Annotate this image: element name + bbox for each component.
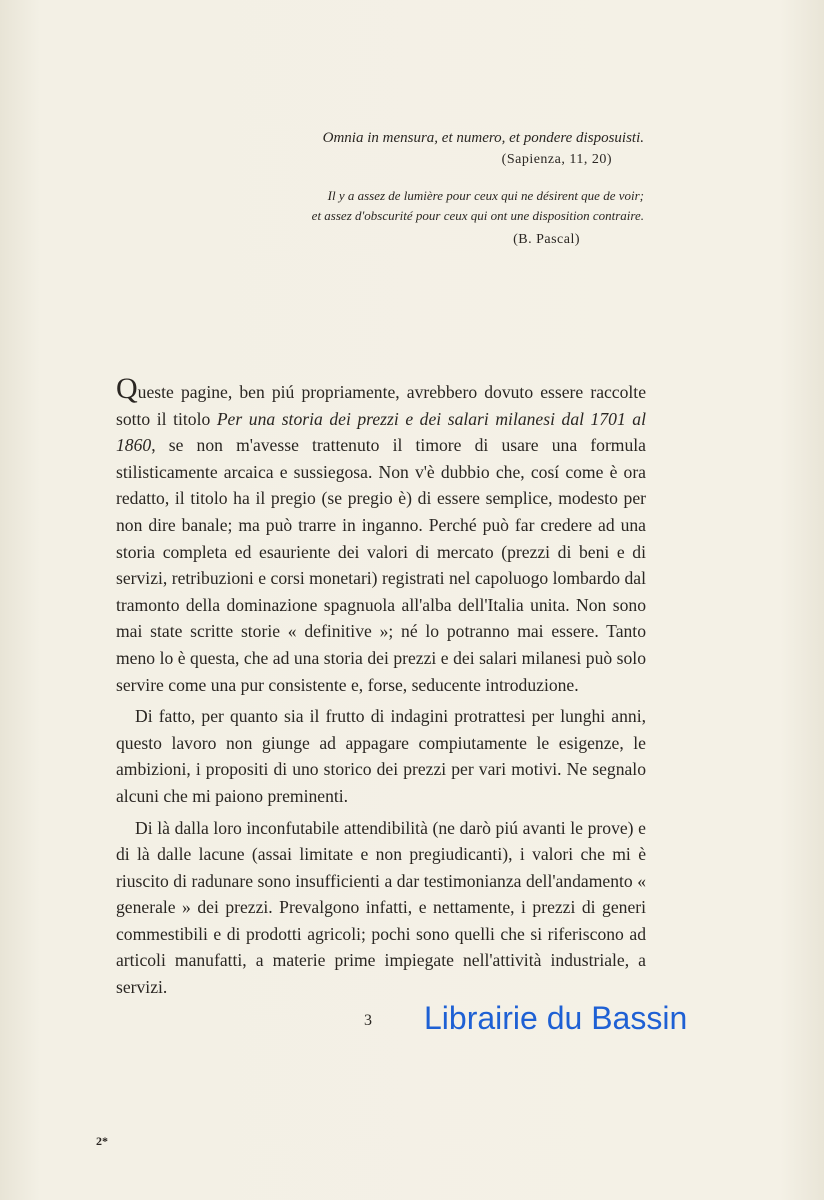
body-text <box>116 372 646 1001</box>
epigraph-source-sapienza: (Sapienza, 11, 20) <box>501 152 612 167</box>
watermark-text: Librairie du Bassin <box>424 1000 688 1036</box>
paragraph-1-rest: , se non m'avesse trattenuto il timore di usare una formula stilisticamente arcaica e sussiegosa. Non v'è dubbio che, cosí come è ora redatto, il titolo ha il pregio (se pregio è) di essere semplice, modesto per non dire banale; ma può trarre in inganno. Perché può far credere ad una storia completa ed esauriente dei valori di mercato (prezzi di beni e di servizi, retribuzioni e corsi monetari) registrati nel capoluogo lombardo dal tramonto della dominazione spagnuola all'alba dell'Italia unita. Non sono mai state scritte storie « definitive »; né lo potranno mai essere. Tanto meno lo è questa, che ad una storia dei prezzi e dei salari milanesi può solo servire come una pur consistente e, forse, seducente introduzione. <box>116 435 646 695</box>
paragraph-2: Di fatto, per quanto sia il frutto di indagini protrattesi per lunghi anni, questo lavoro non giunge ad appagare compiutamente le esigenze, le ambizioni, i propositi di uno storico dei prezzi per vari motivi. Ne segnalo alcuni che mi paiono preminenti. <box>116 706 646 806</box>
paragraph-1 <box>116 372 646 698</box>
epigraph-pascal-line-1: Il y a assez de lumière pour ceux qui ne désirent que de voir; <box>327 188 644 203</box>
page-number: 3 <box>364 1012 372 1029</box>
paragraph-3: Di là dalla loro inconfutabile attendibilità (ne darò piú avanti le prove) e di là dalle lacune (assai limitate e non pregiudicanti), i valori che mi è riuscito di radunare sono insufficienti a dar testimonianza dell'andamento « generale » dei prezzi. Prevalgono infatti, e nettamente, i prezzi di generi commestibili e di prodotti agricoli; pochi sono quelli che si riferiscono ad articoli manufatti, a materie prime impiegate nell'attività industriale, a servizi. <box>116 817 646 998</box>
epigraph-quote-pascal <box>224 186 644 226</box>
epigraphs <box>224 128 644 248</box>
signature-mark: 2* <box>96 1134 108 1148</box>
paragraph-1-opening: Queste pagine, ben piú propriamente, avrebbero dovuto essere raccolte sotto il titolo <box>116 372 646 429</box>
epigraph-source-pascal: (B. Pascal) <box>513 232 580 247</box>
paragraph-1-title-italic: Per una storia dei prezzi e dei salari milanesi dal 1701 al 1860 <box>116 408 646 456</box>
epigraph-quote-latin: Omnia in mensura, et numero, et pondere disposuisti. <box>322 130 644 146</box>
epigraph-pascal-line-2: et assez d'obscurité pour ceux qui ont une disposition contraire. <box>311 208 644 223</box>
